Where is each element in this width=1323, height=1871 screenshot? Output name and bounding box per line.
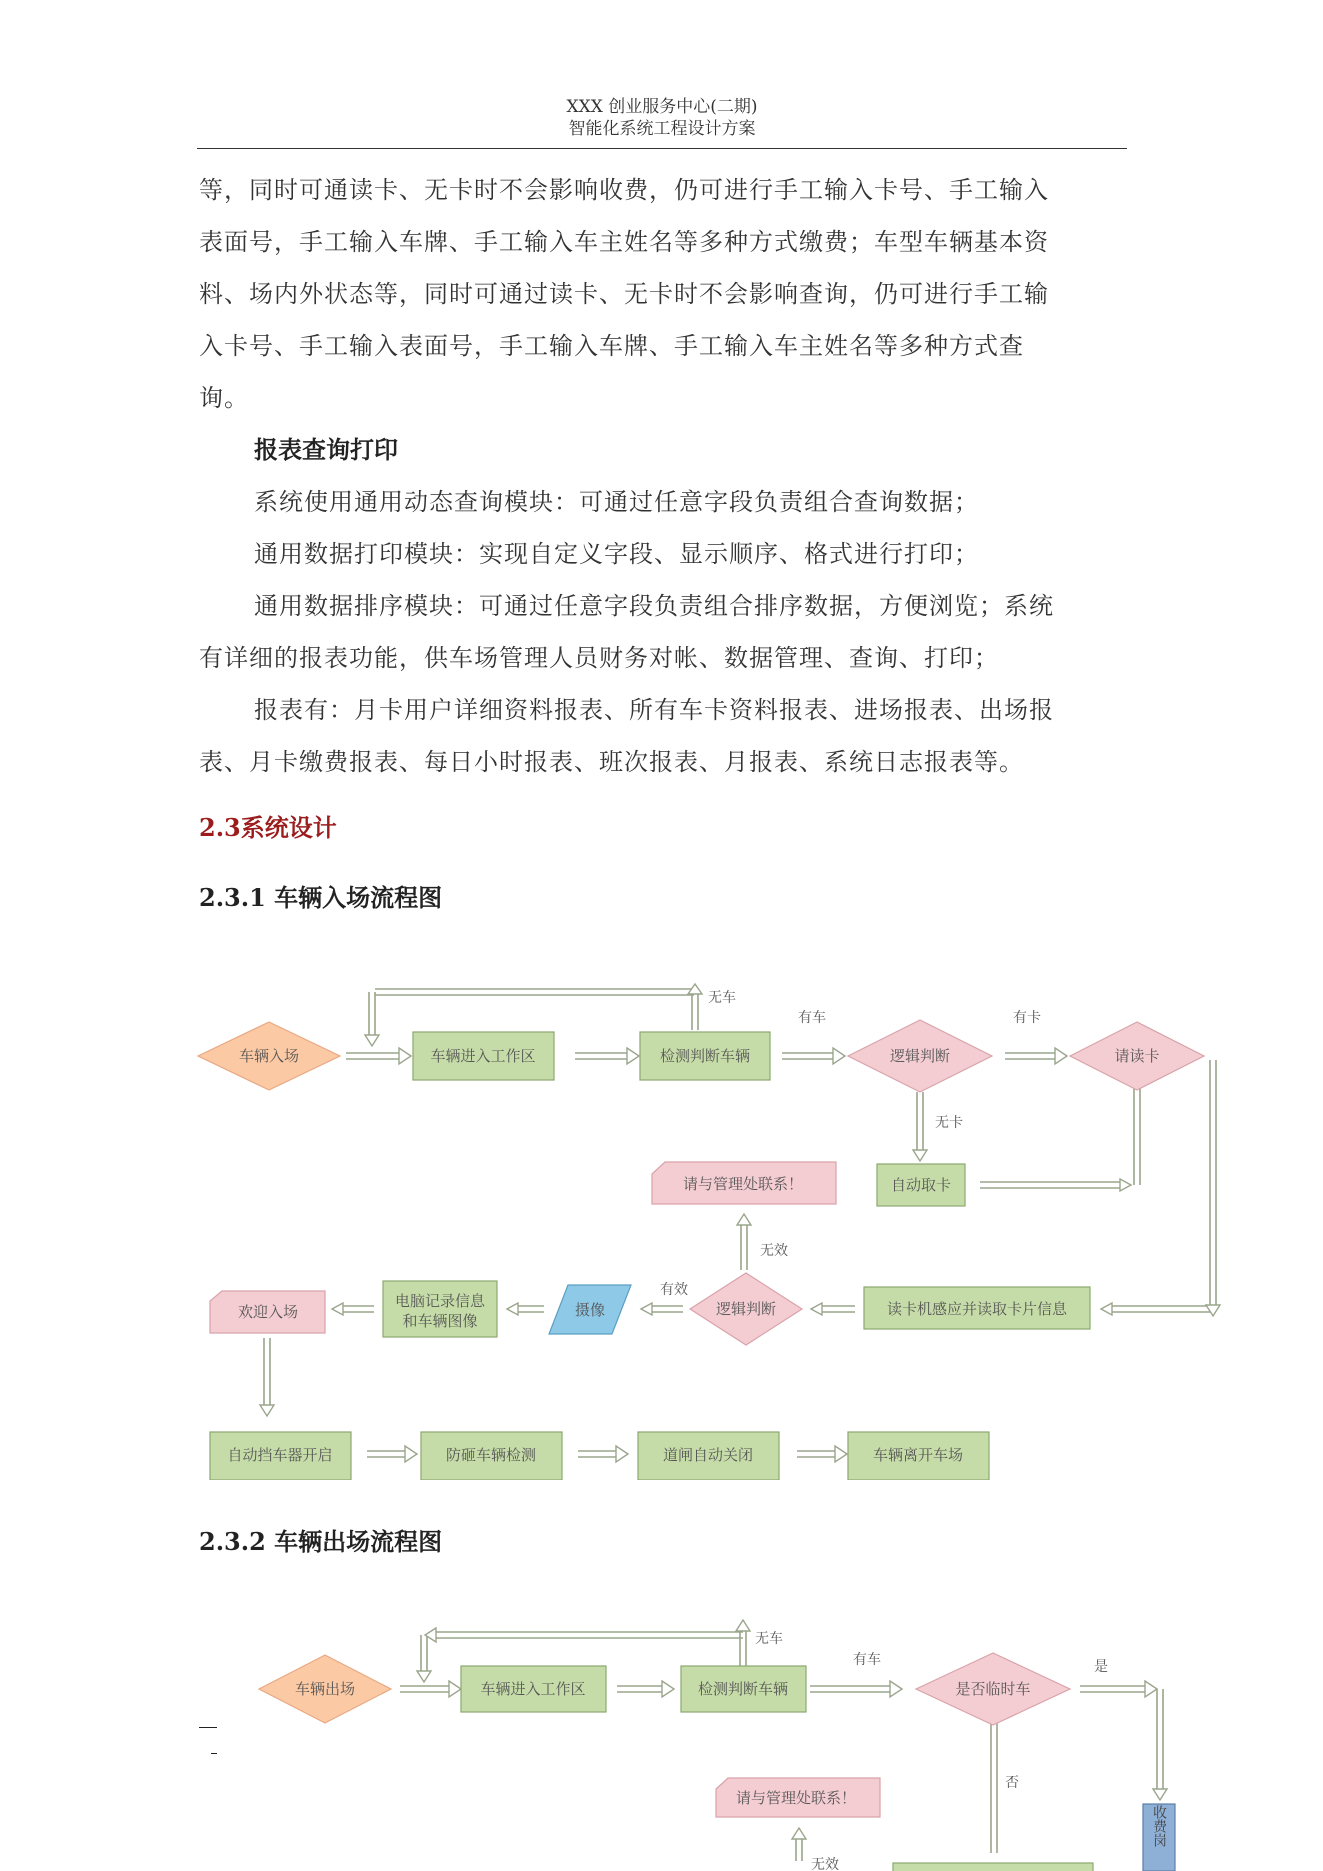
label-invalid-exit: 无效 — [811, 1857, 839, 1871]
arrow — [1210, 1060, 1216, 1305]
svg-text:读卡机感应并读取卡片信息: 读卡机感应并读取卡片信息 — [886, 1300, 1068, 1318]
arrowhead — [1055, 1048, 1067, 1064]
label-valid: 有效 — [660, 1282, 688, 1298]
arrow — [797, 1451, 835, 1457]
process-vehicle-leave — [848, 1432, 989, 1480]
arrowhead — [737, 1214, 751, 1225]
process-gate-close — [638, 1432, 779, 1480]
paragraph-line: 通用数据排序模块：可通过任意字段负责组合排序数据，方便浏览；系统 — [254, 592, 1054, 620]
svg-text:车辆进入工作区: 车辆进入工作区 — [480, 1680, 586, 1698]
svg-text:车辆离开车场: 车辆离开车场 — [872, 1446, 964, 1464]
section-heading-2-3-1: 2.3.1 车辆入场流程图 — [199, 883, 443, 912]
start-node-vehicle-entry — [198, 1022, 340, 1090]
exit-flowchart — [0, 1591, 1323, 1871]
svg-text:自动取卡: 自动取卡 — [890, 1176, 952, 1194]
start-node-vehicle-exit — [259, 1655, 391, 1723]
arrowhead — [1206, 1305, 1220, 1316]
process-reader-sense — [864, 1287, 1090, 1329]
arrowhead — [833, 1048, 845, 1064]
arrow — [369, 992, 375, 1035]
section-heading-2-3: 2.3系统设计 — [199, 813, 337, 842]
svg-text:车辆出场: 车辆出场 — [294, 1680, 356, 1698]
arrow — [430, 1632, 743, 1638]
process-detect-vehicle — [640, 1032, 770, 1080]
svg-text:是否临时车: 是否临时车 — [955, 1680, 1031, 1698]
process-auto-take-card — [877, 1164, 965, 1206]
header-title-line1: XXX 创业服务中心(二期) — [566, 97, 758, 117]
arrow — [1005, 1053, 1055, 1059]
svg-text:请与管理处联系！: 请与管理处联系！ — [735, 1789, 857, 1807]
arrowhead — [627, 1048, 639, 1064]
label-has-car-exit: 有车 — [853, 1652, 881, 1668]
message-contact-admin-exit — [716, 1778, 880, 1817]
arrow — [1157, 1689, 1163, 1789]
arrow — [1112, 1306, 1213, 1312]
arrowhead — [405, 1446, 417, 1462]
footnote-rule — [199, 1727, 217, 1728]
footnote-mark — [211, 1753, 217, 1754]
report-heading: 报表查询打印 — [254, 435, 398, 464]
svg-text:逻辑判断: 逻辑判断 — [715, 1300, 777, 1318]
arrowhead — [399, 1048, 411, 1064]
decision-logic-judge-2 — [690, 1273, 802, 1345]
arrow — [421, 1635, 427, 1671]
arrow — [343, 1306, 374, 1312]
decision-is-temp-car — [916, 1653, 1070, 1725]
arrowhead — [736, 1620, 750, 1631]
arrow — [740, 1631, 746, 1666]
svg-text:欢迎入场: 欢迎入场 — [237, 1303, 299, 1321]
arrow — [264, 1338, 270, 1405]
process-detect-vehicle-exit — [681, 1666, 806, 1712]
svg-text:逻辑判断: 逻辑判断 — [889, 1047, 951, 1065]
label-no-car-exit: 无车 — [755, 1631, 783, 1647]
label-no-card: 无卡 — [935, 1115, 963, 1131]
arrow — [575, 1053, 627, 1059]
paragraph-line: 表面号，手工输入车牌、手工输入车主姓名等多种方式缴费；车型车辆基本资 — [199, 228, 1049, 256]
arrow — [400, 1686, 449, 1692]
process-enter-work-zone — [413, 1032, 554, 1080]
arrow — [741, 1225, 747, 1270]
message-contact-admin — [652, 1162, 836, 1204]
label-invalid: 无效 — [760, 1243, 788, 1259]
svg-text:收费岗: 收费岗 — [1151, 1805, 1167, 1847]
svg-text:检测判断车辆: 检测判断车辆 — [659, 1047, 751, 1065]
arrow — [652, 1306, 683, 1312]
arrowhead — [260, 1405, 274, 1416]
svg-text:请读卡: 请读卡 — [1114, 1047, 1160, 1065]
process-toll-booth — [1143, 1804, 1175, 1871]
arrowhead — [641, 1303, 652, 1315]
arrowhead — [449, 1681, 461, 1697]
arrow — [782, 1053, 833, 1059]
process-computer-record — [383, 1281, 497, 1337]
arrow — [375, 989, 694, 995]
arrow — [692, 994, 698, 1030]
label-yes: 是 — [1094, 1659, 1108, 1675]
label-no-car: 无车 — [708, 990, 736, 1006]
svg-text:检测判断车辆: 检测判断车辆 — [697, 1680, 789, 1698]
arrowhead — [1101, 1303, 1112, 1315]
entry-flowchart — [0, 960, 1323, 1480]
svg-text:道闸自动关闭: 道闸自动关闭 — [662, 1446, 754, 1464]
decision-please-read-card — [1070, 1022, 1204, 1090]
arrowhead — [913, 1150, 927, 1161]
paragraph-line: 报表有：月卡用户详细资料报表、所有车卡资料报表、进场报表、出场报 — [254, 696, 1054, 724]
label-has-car: 有车 — [798, 1010, 826, 1026]
arrowhead — [507, 1303, 518, 1315]
arrowhead — [835, 1446, 847, 1462]
io-camera — [549, 1285, 631, 1334]
svg-text:防砸车辆检测: 防砸车辆检测 — [445, 1446, 537, 1464]
process-barrier-open — [210, 1432, 351, 1480]
arrowhead — [1120, 1179, 1131, 1191]
paragraph-line: 通用数据打印模块：实现自定义字段、显示顺序、格式进行打印； — [254, 540, 979, 568]
process-anti-smash — [421, 1432, 562, 1480]
section-heading-2-3-2: 2.3.2 车辆出场流程图 — [199, 1527, 443, 1556]
arrow — [991, 1711, 997, 1853]
arrow — [1080, 1686, 1145, 1692]
paragraph-line: 询。 — [199, 384, 249, 412]
svg-text:车辆入场: 车辆入场 — [238, 1047, 300, 1065]
arrow — [578, 1451, 616, 1457]
svg-text:自动挡车器开启: 自动挡车器开启 — [227, 1446, 333, 1464]
svg-text:请与管理处联系！: 请与管理处联系！ — [682, 1175, 804, 1193]
arrowhead — [890, 1681, 902, 1697]
svg-text:摄像: 摄像 — [574, 1301, 606, 1319]
paragraph-line: 等，同时可通读卡、无卡时不会影响收费，仍可进行手工输入卡号、手工输入 — [199, 176, 1049, 204]
arrowhead — [1145, 1681, 1157, 1697]
process-partial-box — [893, 1863, 1093, 1871]
arrowhead — [365, 1035, 379, 1046]
label-has-card: 有卡 — [1013, 1010, 1041, 1026]
arrow — [810, 1686, 890, 1692]
arrowhead — [417, 1671, 431, 1682]
arrow — [367, 1451, 405, 1457]
page-header — [197, 96, 1127, 140]
arrow — [796, 1839, 802, 1861]
paragraph-line: 料、场内外状态等，同时可通过读卡、无卡时不会影响查询，仍可进行手工输 — [199, 280, 1049, 308]
paragraph-line: 表、月卡缴费报表、每日小时报表、班次报表、月报表、系统日志报表等。 — [199, 748, 1024, 776]
paragraph-line: 有详细的报表功能，供车场管理人员财务对帐、数据管理、查询、打印； — [199, 644, 999, 672]
arrow — [617, 1686, 662, 1692]
message-welcome — [210, 1291, 325, 1333]
arrowhead — [662, 1681, 674, 1697]
decision-logic-judge — [848, 1020, 992, 1092]
arrowhead — [792, 1828, 806, 1839]
arrowhead — [332, 1303, 343, 1315]
arrow — [917, 1092, 923, 1150]
header-rule — [197, 148, 1127, 149]
arrow — [346, 1053, 399, 1059]
arrow — [518, 1306, 544, 1312]
header-title-line2: 智能化系统工程设计方案 — [568, 119, 756, 139]
arrowhead — [1153, 1789, 1167, 1800]
arrow — [822, 1306, 855, 1312]
arrowhead — [616, 1446, 628, 1462]
label-no: 否 — [1005, 1775, 1019, 1791]
svg-text:和车辆图像: 和车辆图像 — [402, 1312, 478, 1330]
svg-text:车辆进入工作区: 车辆进入工作区 — [430, 1047, 536, 1065]
svg-text:电脑记录信息: 电脑记录信息 — [394, 1292, 486, 1310]
process-enter-work-zone-exit — [461, 1666, 606, 1712]
paragraph-line: 系统使用通用动态查询模块：可通过任意字段负责组合查询数据； — [254, 488, 979, 516]
paragraph-line: 入卡号、手工输入表面号，手工输入车牌、手工输入车主姓名等多种方式查 — [199, 332, 1024, 360]
arrow — [980, 1182, 1120, 1188]
arrowhead — [811, 1303, 822, 1315]
